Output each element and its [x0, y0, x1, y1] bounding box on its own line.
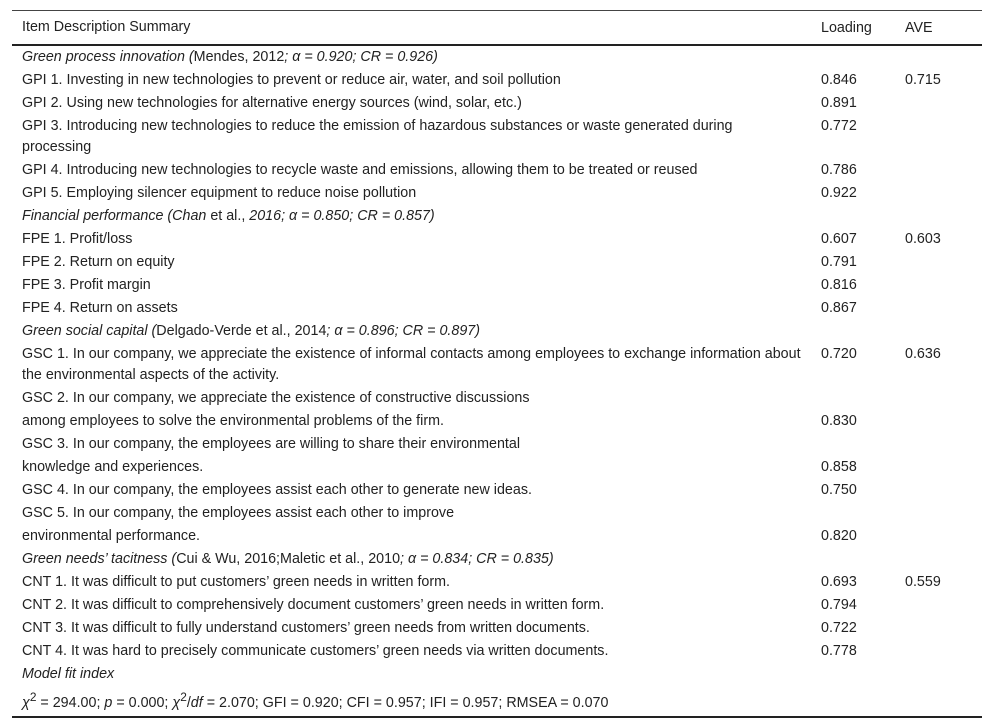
item-ave	[895, 182, 982, 183]
table-row	[12, 502, 982, 525]
item-loading: 0.816	[821, 277, 857, 293]
item-loading: 0.772	[821, 118, 857, 134]
table-bottom-rule	[12, 716, 982, 718]
header-loading: Loading	[821, 19, 872, 36]
section-gpi	[12, 46, 982, 69]
table-row	[12, 251, 982, 274]
table-row	[12, 274, 982, 297]
table-row	[12, 433, 982, 456]
header-ave: AVE	[905, 19, 933, 36]
section-cnt	[12, 548, 982, 571]
table-row	[12, 343, 982, 387]
section-gsc-label: Green social capital (	[22, 323, 157, 339]
item-ave	[895, 159, 982, 160]
section-cnt-stats: ; α = 0.834; CR = 0.835)	[400, 551, 554, 567]
item-text: GPI 2. Using new technologies for alternative energy sources (wind, solar, etc.)	[22, 95, 522, 111]
table-row	[12, 228, 982, 251]
item-text: GSC 3. In our company, the employees are willing to share their environmental	[22, 436, 520, 452]
p-value: = 0.000;	[112, 694, 173, 711]
item-loading: 0.791	[821, 254, 857, 270]
item-ave	[895, 251, 982, 252]
item-loading: 0.867	[821, 300, 857, 316]
chi-df-sup: 2	[180, 690, 187, 704]
item-ave	[895, 115, 982, 116]
table-row	[12, 594, 982, 617]
item-loading: 0.922	[821, 185, 857, 201]
item-loading: 0.778	[821, 643, 857, 659]
item-loading: 0.794	[821, 597, 857, 613]
section-fpe	[12, 205, 982, 228]
item-loading: 0.720	[821, 346, 857, 362]
item-loading: 0.750	[821, 482, 857, 498]
model-fit-title: Model fit index	[22, 666, 115, 682]
model-fit-row	[12, 686, 982, 715]
section-gsc-stats: ; α = 0.896; CR = 0.897)	[326, 323, 481, 339]
item-ave	[895, 479, 982, 480]
chi-value: = 294.00;	[36, 694, 105, 711]
item-text: among employees to solve the environmental problems of the firm.	[22, 413, 444, 429]
slash: /	[186, 694, 191, 711]
item-text: FPE 2. Return on equity	[22, 254, 175, 270]
item-ave: 0.636	[905, 346, 941, 362]
table-row	[12, 387, 982, 410]
table-row	[12, 571, 982, 594]
item-ave	[895, 92, 982, 93]
section-gpi-stats: ; α = 0.920; CR = 0.926)	[284, 49, 438, 65]
item-ave: 0.559	[905, 574, 941, 590]
table-header	[12, 11, 982, 46]
table-row	[12, 92, 982, 115]
item-ave: 0.603	[905, 231, 941, 247]
chi-sup: 2	[29, 690, 37, 704]
section-model-fit	[12, 663, 982, 686]
model-fit-values	[12, 686, 982, 715]
p-symbol: p	[104, 694, 113, 711]
table-row	[12, 159, 982, 182]
item-loading: 0.846	[821, 72, 857, 88]
item-loading: 0.693	[821, 574, 857, 590]
item-text: GPI 3. Introducing new technologies to reduce the emission of hazardous substances or waste generated during processing	[22, 118, 733, 155]
section-gsc-citation: Delgado-Verde et al., 2014	[156, 323, 327, 339]
item-text: FPE 3. Profit margin	[22, 277, 151, 293]
section-fpe-stats: 2016; α = 0.850; CR = 0.857)	[249, 208, 435, 224]
item-ave: 0.715	[905, 72, 941, 88]
section-cnt-label: Green needs’ tacitness (	[22, 551, 177, 567]
item-ave	[895, 640, 982, 641]
item-loading: 0.830	[821, 413, 857, 429]
table-row	[12, 456, 982, 479]
item-text: GSC 4. In our company, the employees assist each other to generate new ideas.	[22, 482, 532, 498]
section-gsc	[12, 320, 982, 343]
table-row	[12, 297, 982, 320]
item-text: GPI 1. Investing in new technologies to prevent or reduce air, water, and soil pollution	[22, 72, 561, 88]
item-text: CNT 1. It was difficult to put customers’ green needs in written form.	[22, 574, 451, 590]
item-text: environmental performance.	[22, 528, 201, 544]
df-symbol: df	[190, 694, 203, 711]
item-text: knowledge and experiences.	[22, 459, 204, 475]
table-row	[12, 410, 982, 433]
item-text: FPE 4. Return on assets	[22, 300, 178, 316]
item-text: GSC 2. In our company, we appreciate the existence of constructive discussions	[22, 390, 530, 406]
item-ave	[895, 617, 982, 618]
item-loading: 0.858	[821, 459, 857, 475]
results-table	[12, 10, 982, 718]
fit-indices: = 2.070; GFI = 0.920; CFI = 0.957; IFI = 0.957; RMSEA = 0.070	[202, 694, 609, 711]
item-ave	[895, 594, 982, 595]
item-loading: 0.891	[821, 95, 857, 111]
item-text: GSC 5. In our company, the employees assist each other to improve	[22, 505, 455, 521]
item-text: CNT 3. It was difficult to fully understand customers’ green needs from written documents.	[22, 620, 590, 636]
section-fpe-citation: et al.,	[206, 208, 250, 224]
table-row	[12, 69, 982, 92]
section-gpi-label: Green process innovation (	[22, 49, 194, 65]
table-row	[12, 479, 982, 502]
chi-symbol: χ	[22, 694, 30, 711]
table-row	[12, 617, 982, 640]
item-ave	[895, 297, 982, 298]
table-row	[12, 640, 982, 663]
table-row	[12, 115, 982, 159]
section-fpe-label: Financial performance (Chan	[22, 208, 207, 224]
header-item: Item Description Summary	[22, 19, 191, 35]
item-loading: 0.820	[821, 528, 857, 544]
item-loading: 0.786	[821, 162, 857, 178]
item-text: GSC 1. In our company, we appreciate the existence of informal contacts among employees to exchange information about the environmental aspects of the activity.	[22, 346, 801, 383]
item-text: GPI 4. Introducing new technologies to recycle waste and emissions, allowing them to be treated or reused	[22, 162, 698, 178]
chi-df-symbol: χ	[172, 694, 181, 711]
item-ave	[895, 274, 982, 275]
item-loading: 0.607	[821, 231, 857, 247]
item-loading: 0.722	[821, 620, 857, 636]
item-text: CNT 4. It was hard to precisely communicate customers’ green needs via written documents.	[22, 643, 609, 659]
item-text: CNT 2. It was difficult to comprehensively document customers’ green needs in written form.	[22, 597, 605, 613]
item-text: FPE 1. Profit/loss	[22, 231, 133, 247]
item-text: GPI 5. Employing silencer equipment to reduce noise pollution	[22, 185, 417, 201]
section-cnt-citation: Cui & Wu, 2016;Maletic et al., 2010	[176, 551, 401, 567]
table-row	[12, 525, 982, 548]
table-row	[12, 182, 982, 205]
section-gpi-citation: Mendes, 2012	[193, 49, 285, 65]
